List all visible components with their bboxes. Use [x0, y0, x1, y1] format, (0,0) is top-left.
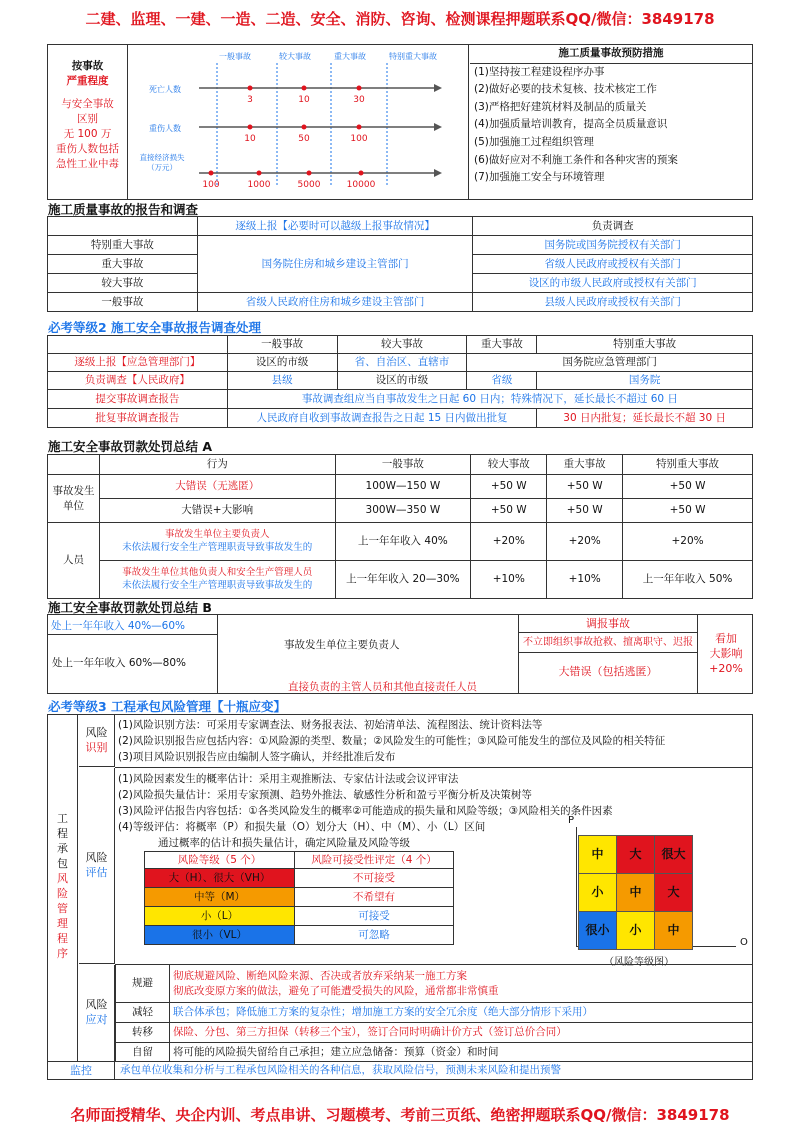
- cell: 设区的市级: [227, 354, 337, 372]
- side-char: 包: [57, 857, 68, 870]
- divider: [115, 767, 752, 768]
- b-side: [700, 631, 752, 676]
- tick: 10: [298, 95, 310, 105]
- measure-item: (2)做好必要的技术复核、技术核定工作: [474, 83, 657, 96]
- v: +20%: [623, 523, 753, 561]
- b-side-line: 大影响: [709, 647, 743, 660]
- resp-key: 规避: [116, 965, 170, 1003]
- v: +50 W: [547, 499, 623, 523]
- cell: 省级: [467, 372, 537, 390]
- blank-cell: [48, 455, 100, 475]
- level-cell: 特别重大事故: [48, 236, 198, 255]
- grade-cell: 大（H）、很大（VH）: [145, 869, 295, 888]
- v: 100W—150 W: [335, 475, 471, 499]
- cell: 30 日内批复；延长最长不超 30 日: [537, 409, 753, 428]
- matrix-cell: 中: [579, 836, 617, 874]
- cell: 人民政府自收到事故调查报告之日起 15 日内做出批复: [227, 409, 537, 428]
- measure-item: (3)严格把好建筑材料及制品的质量关: [474, 100, 647, 113]
- section-title: 施工质量事故的报告和调查: [48, 202, 199, 217]
- v: +50 W: [547, 475, 623, 499]
- tick: 5000: [297, 180, 321, 190]
- col-head: 一般事故: [335, 455, 471, 475]
- ident-label: [79, 715, 115, 767]
- section-title: 施工安全事故罚款处罚总结 A: [48, 439, 213, 454]
- b-r2: 处上一年年收入 60%—80%: [48, 635, 218, 693]
- col-head: 特别重大事故: [537, 336, 753, 354]
- severity-left: [48, 45, 128, 199]
- v: +50 W: [623, 475, 753, 499]
- col-head: 较大事故: [471, 455, 547, 475]
- b-right1: 不立即组织事故抢救、擅离职守、迟报: [519, 633, 697, 653]
- b-side-line: 看加: [715, 632, 737, 645]
- v: +50 W: [471, 475, 547, 499]
- resp-text: 彻底规避风险、断绝风险来源、否决或者放弃采纳某一施工方案: [173, 970, 467, 983]
- row-label: 提交事故调查报告: [48, 390, 228, 409]
- act: 未依法履行安全生产管理职责导致事故发生的: [122, 541, 313, 553]
- penalty-panel-b: [47, 614, 753, 694]
- tick: 1000: [247, 180, 271, 190]
- label-char: 应对: [85, 1013, 108, 1026]
- cell: 设区的市级: [337, 372, 467, 390]
- ident-line: (3)项目风险识别报告应由编制人签字确认，并经批准后发布: [118, 751, 396, 763]
- matrix-cell: 小: [617, 912, 655, 950]
- side-char: 程: [57, 932, 68, 945]
- scale-head: 较大事故: [279, 52, 311, 61]
- label-char: 风险: [85, 726, 108, 739]
- eval-label: [79, 768, 115, 964]
- side-char: 承: [57, 842, 68, 855]
- head-invest: 负责调查: [473, 217, 753, 236]
- col-head: 特别重大事故: [623, 455, 753, 475]
- matrix-y-axis: [576, 827, 577, 947]
- monitor-label: 监控: [48, 1062, 115, 1080]
- matrix-axis-o: O: [740, 937, 748, 948]
- cell: 国务院: [537, 372, 753, 390]
- col-head: 行为: [99, 455, 335, 475]
- matrix-cell: 中: [655, 912, 693, 950]
- grade-head: 风险等级（5 个）: [145, 852, 295, 869]
- row-label: 负责调查【人民政府】: [48, 372, 228, 390]
- matrix-cell: 中: [617, 874, 655, 912]
- v: 上一年年收入 40%: [335, 523, 471, 561]
- measure-item: (5)加强施工过程组织管理: [474, 135, 594, 148]
- col-head: 重大事故: [467, 336, 537, 354]
- tick: 100: [350, 134, 368, 144]
- measures-list: [470, 45, 752, 199]
- v: +10%: [471, 561, 547, 599]
- grade-table: [144, 851, 454, 945]
- section-title: 施工安全事故罚款处罚总结 B: [48, 600, 212, 615]
- top-banner: 二建、监理、一建、一造、二造、安全、消防、咨询、检测课程押题联系QQ/微信：3849178: [85, 10, 715, 28]
- side-char: 工: [57, 812, 68, 825]
- resp-key: 转移: [116, 1023, 170, 1043]
- b-bottom: 直接负责的主管人员和其他直接责任人员: [288, 681, 477, 693]
- measure-item: (1)坚持按工程建设程序办事: [474, 65, 605, 78]
- penalty-table-a: [47, 454, 753, 599]
- matrix-cell: 大: [655, 874, 693, 912]
- resp-key: 减轻: [116, 1003, 170, 1023]
- invest-cell: 县级人民政府或授权有关部门: [473, 293, 753, 312]
- scale-head: 重大事故: [334, 52, 366, 61]
- act: 大错误（无逃匿）: [99, 475, 335, 499]
- tick: 3: [247, 95, 253, 105]
- act: 事故发生单位主要负责人: [164, 528, 270, 540]
- resp-key: 自留: [116, 1043, 170, 1062]
- grade-cell: 很小（VL）: [145, 926, 295, 945]
- tick: 100: [202, 180, 220, 190]
- col-head: 一般事故: [227, 336, 337, 354]
- cell: 国务院应急管理部门: [467, 354, 753, 372]
- b-mid: 事故发生单位主要负责人: [284, 639, 400, 651]
- matrix-cell: 小: [579, 874, 617, 912]
- b-r1: 处上一年年收入 40%—60%: [48, 615, 218, 635]
- measure-item: (7)加强施工安全与环境管理: [474, 171, 605, 184]
- resp-text: 保险、分包、第三方担保（转移三个宝），签订合同时明确计价方式（签订总价合同）: [170, 1023, 753, 1043]
- measures-title: 施工质量事故预防措施: [470, 45, 752, 64]
- tick: 10: [244, 134, 256, 144]
- head-report: 逐级上报【必要时可以越级上报事故情况】: [197, 217, 473, 236]
- row-label: 直接经济损失（万元）: [139, 153, 185, 172]
- report-lower: 省级人民政府住房和城乡建设主管部门: [197, 293, 473, 312]
- side-char: 理: [57, 917, 68, 930]
- side-char: 险: [57, 887, 68, 900]
- label-char: 评估: [85, 866, 108, 879]
- invest-cell: 设区的市级人民政府或授权有关部门: [473, 274, 753, 293]
- scale-head: 一般事故: [219, 52, 251, 61]
- side-label: [48, 715, 78, 1061]
- section-title: 必考等级3 工程承包风险管理【十瓶应变】: [48, 699, 287, 714]
- eval-line: (1)风险因素发生的概率估计：采用主观推断法、专家估计法或会议评审法: [118, 773, 459, 785]
- row-label: 逐级上报【应急管理部门】: [48, 354, 228, 372]
- resp-text: 彻底改变原方案的做法，避免了可能遭受损失的风险，通常都非常慎重: [173, 984, 499, 997]
- row-label: 死亡人数: [149, 85, 181, 94]
- report-table: [47, 216, 753, 312]
- ident-line: (2)风险识别报告应包括内容：①风险源的类型、数量；②风险发生的可能性；③风险可能发生的部位及风险的相关特征: [118, 735, 666, 747]
- matrix-axis-p: P: [568, 815, 575, 826]
- v: +10%: [547, 561, 623, 599]
- v: 上一年年收入 20—30%: [335, 561, 471, 599]
- eval-line: 通过概率的估计和损失量估计，确定风险量及风险等级: [158, 837, 410, 849]
- accept-cell: 不希望有: [295, 888, 454, 907]
- v: +50 W: [471, 499, 547, 523]
- left-line: 区别: [77, 113, 98, 125]
- cell: 事故调查组应当自事故发生之日起 60 日内；特殊情况下，延长最长不超过 60 日: [227, 390, 752, 409]
- cell: 县级: [227, 372, 337, 390]
- matrix-caption: （风险等级图）: [604, 957, 674, 968]
- measure-item: (4)加强质量培训教育，提高全员质量意识: [474, 118, 668, 131]
- person-label: 人员: [48, 523, 100, 599]
- side-char: 程: [57, 827, 68, 840]
- invest-cell: 省级人民政府或授权有关部门: [473, 255, 753, 274]
- label-char: 风险: [85, 998, 108, 1011]
- blank-cell: [48, 336, 228, 354]
- resp-label: [79, 965, 115, 1061]
- grade-cell: 小（L）: [145, 907, 295, 926]
- b-right-title: 调报事故: [519, 615, 697, 633]
- v: +20%: [471, 523, 547, 561]
- left-line: 与安全事故: [61, 98, 114, 110]
- grade-head: 风险可接受性评定（4 个）: [295, 852, 454, 869]
- accept-cell: 不可接受: [295, 869, 454, 888]
- tick: 30: [353, 95, 365, 105]
- label-char: 识别: [85, 741, 108, 754]
- tick: 10000: [346, 180, 376, 190]
- matrix-cell: 很小: [579, 912, 617, 950]
- unit-label: 事故发生单位: [48, 475, 100, 523]
- left-line: 按事故: [71, 60, 104, 72]
- scale-head: 特别重大事故: [389, 52, 437, 61]
- ident-line: (1)风险识别方法：可采用专家调查法、财务报表法、初始清单法、流程图法、统计资料法等: [118, 719, 543, 731]
- response-table: [115, 964, 753, 1062]
- b-side-line: +20%: [709, 662, 743, 675]
- safety-report-table: [47, 335, 753, 428]
- severity-diagram: [129, 45, 469, 199]
- act: 未依法履行安全生产管理职责导致事故发生的: [122, 579, 313, 591]
- v: +20%: [547, 523, 623, 561]
- report-upper: 国务院住房和城乡建设主管部门: [197, 236, 473, 293]
- bottom-banner: 名师面授精华、央企内训、考点串讲、习题模考、考前三页纸、绝密押题联系QQ/微信：3849178: [70, 1106, 730, 1124]
- severity-panel: [47, 44, 753, 200]
- left-line: 急性工业中毒: [56, 158, 119, 170]
- tick: 50: [298, 134, 310, 144]
- label-char: 风险: [85, 851, 108, 864]
- col-head: 重大事故: [547, 455, 623, 475]
- risk-matrix: [578, 835, 693, 950]
- eval-line: (4)等级评估：将概率（P）和损失量（O）划分大（H）、中（M）、小（L）区间: [118, 821, 486, 833]
- monitor-row: [48, 1061, 752, 1079]
- section-title: 必考等级2 施工安全事故报告调查处理: [48, 320, 262, 335]
- row-label: 批复事故调查报告: [48, 409, 228, 428]
- v: 300W—350 W: [335, 499, 471, 523]
- measure-item: (6)做好应对不利施工条件和各种灾害的预案: [474, 153, 678, 166]
- v: 上一年年收入 50%: [623, 561, 753, 599]
- v: +50 W: [623, 499, 753, 523]
- monitor-text: 承包单位收集和分析与工程承包风险相关的各种信息，获取风险信号，预测未来风险和提出预警: [120, 1064, 561, 1076]
- accept-cell: 可忽略: [295, 926, 454, 945]
- resp-text: 联合体承包；降低施工方案的复杂性；增加施工方案的安全冗余度（绝大部分情形下采用）: [170, 1003, 753, 1023]
- left-line: 重伤人数包括: [56, 143, 119, 155]
- matrix-cell: 很大: [655, 836, 693, 874]
- matrix-cell: 大: [617, 836, 655, 874]
- eval-line: (3)风险评估报告内容包括：①各类风险发生的概率②可能造成的损失量和风险等级；③风险相关的条件因素: [118, 805, 613, 817]
- side-char: 风: [57, 872, 68, 885]
- b-right2: 大错误（包括逃匿）: [558, 665, 658, 678]
- level-cell: 较大事故: [48, 274, 198, 293]
- act: 大错误+大影响: [99, 499, 335, 523]
- ident-text: [118, 717, 752, 765]
- side-char: 管: [57, 902, 68, 915]
- left-line: 严重程度: [66, 75, 109, 87]
- cell: 省、自治区、直辖市: [337, 354, 467, 372]
- blank-cell: [48, 217, 198, 236]
- severity-scale-svg: [129, 45, 469, 199]
- resp-text: 将可能的风险损失留给自己承担；建立应急储备：预算（资金）和时间: [170, 1043, 753, 1062]
- side-char: 序: [57, 947, 68, 960]
- act: 事故发生单位其他负责人和安全生产管理人员: [122, 566, 313, 578]
- invest-cell: 国务院或国务院授权有关部门: [473, 236, 753, 255]
- b-right: [518, 615, 698, 693]
- accept-cell: 可接受: [295, 907, 454, 926]
- grade-cell: 中等（M）: [145, 888, 295, 907]
- risk-panel: [47, 714, 753, 1080]
- level-cell: 重大事故: [48, 255, 198, 274]
- level-cell: 一般事故: [48, 293, 198, 312]
- left-line: 无 100 万: [63, 128, 112, 140]
- col-head: 较大事故: [337, 336, 467, 354]
- row-label: 重伤人数: [149, 124, 181, 133]
- eval-line: (2)风险损失量估计：采用专家预测、趋势外推法、敏感性分析和盈亏平衡分析及决策树等: [118, 789, 532, 801]
